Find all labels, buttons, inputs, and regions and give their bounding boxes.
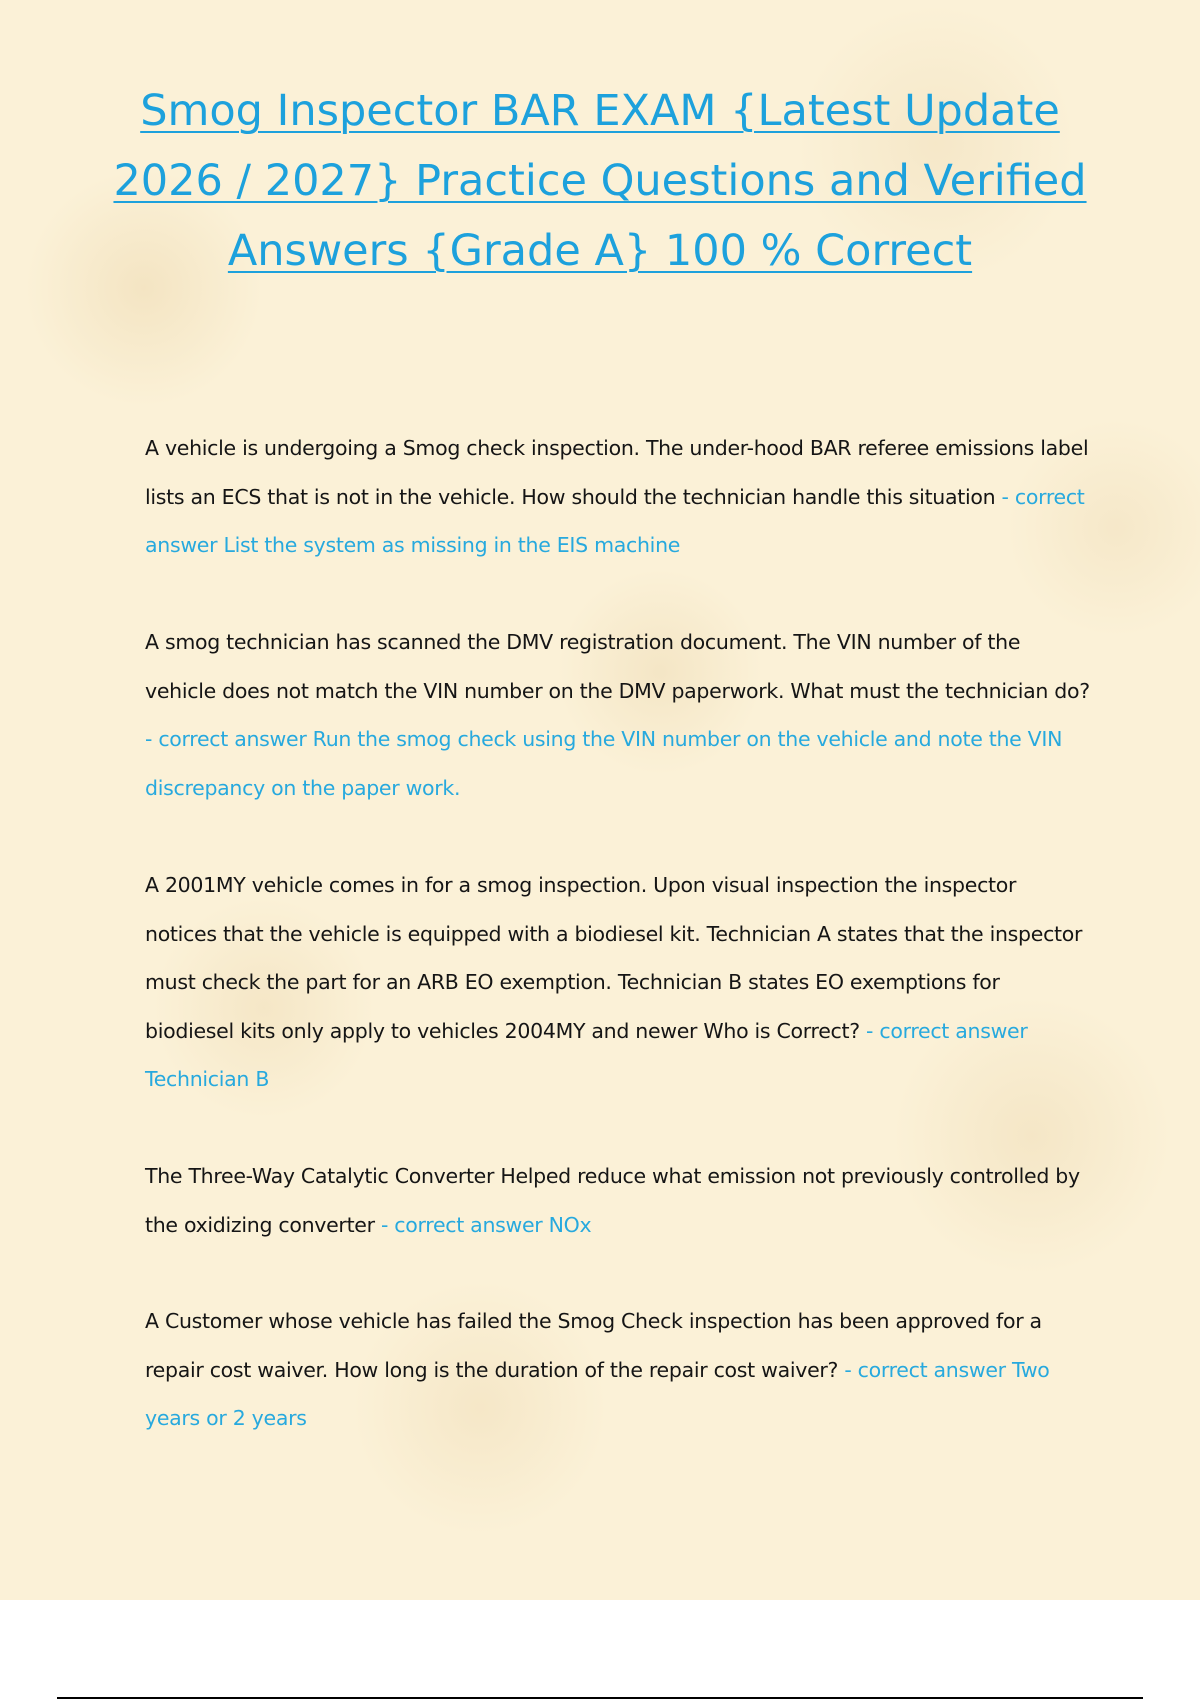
- question-text: A smog technician has scanned the DMV registration document. The VIN number of the vehicle does not match the VIN number on the DMV paperwork. What must the technician do?: [145, 630, 1090, 703]
- answer-text: - correct answer NOx: [380, 1212, 592, 1237]
- qa-item: [145, 618, 1090, 812]
- qa-item: [145, 424, 1090, 570]
- question-text: A vehicle is undergoing a Smog check inspection. The under-hood BAR referee emissions label lists an ECS that is not in the vehicle. How should the technician handle this situation: [145, 436, 1089, 509]
- qa-item: [145, 1152, 1090, 1249]
- question-text: A 2001MY vehicle comes in for a smog inspection. Upon visual inspection the inspector notices that the vehicle is equipped with a biodiesel kit. Technician A states that the inspector must check the part for an ARB EO exemption. Technician B states EO exemptions for biodiesel kits only apply to vehicles 2004MY and newer Who is Correct?: [145, 873, 1083, 1043]
- question-text: The Three-Way Catalytic Converter Helped reduce what emission not previously controlled by the oxidizing converter: [145, 1164, 1080, 1237]
- document-title: Smog Inspector BAR EXAM {Latest Update 2026 / 2027} Practice Questions and Verified Answers {Grade A} 100 % Correct: [113, 86, 1087, 276]
- question-text: A Customer whose vehicle has failed the Smog Check inspection has been approved for a repair cost waiver. How long is the duration of the repair cost waiver?: [145, 1309, 1042, 1382]
- answer-text: - correct answer Run the smog check using the VIN number on the vehicle and note the VIN discrepancy on the paper work.: [145, 727, 1063, 800]
- answer-text: - correct answer Two years or 2 years: [145, 1357, 1050, 1430]
- footer-divider: [57, 1697, 1143, 1699]
- answer-text: - correct answer Technician B: [145, 1018, 1028, 1091]
- qa-item: [145, 861, 1090, 1104]
- answer-text: - correct answer List the system as missing in the EIS machine: [145, 484, 1085, 557]
- qa-item: [145, 1297, 1090, 1443]
